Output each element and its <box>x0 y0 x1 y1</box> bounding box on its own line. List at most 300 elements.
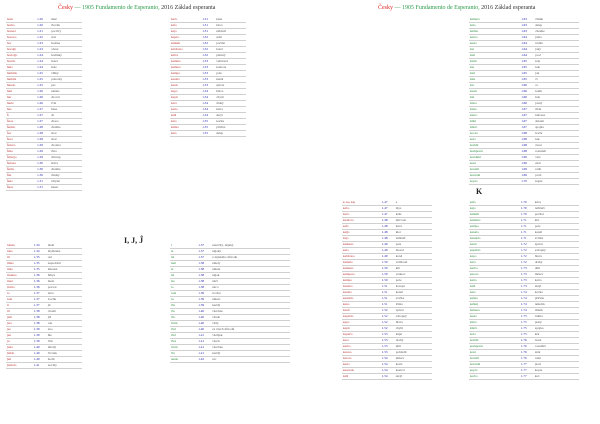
entry-translation: něco <box>211 285 290 291</box>
entry-ref[interactable]: 1.64 <box>520 41 534 47</box>
entry-translation: obzor <box>50 47 82 53</box>
entry-translation: poctivý <box>50 29 82 35</box>
entry-ref[interactable]: 1.75 <box>520 314 534 320</box>
entry-ref[interactable]: 1.53 <box>381 332 395 338</box>
entry-translation: neurčitý, nějaký <box>211 243 290 249</box>
entry-translation: kanál <box>395 290 432 296</box>
entry-translation: spojka <box>534 326 579 332</box>
entry-ref[interactable]: 1.38 <box>197 273 211 279</box>
entry-ref[interactable]: 1.27 <box>36 119 50 125</box>
entry-ref[interactable]: 1.41 <box>33 363 47 369</box>
entry-ref[interactable]: 1.38 <box>197 279 211 285</box>
entry-word: kiu <box>469 95 520 101</box>
entry-ref[interactable]: 1.37 <box>197 255 211 261</box>
entry-ref[interactable]: 1.41 <box>197 351 211 357</box>
entry-ref[interactable]: 1.25 <box>36 83 50 89</box>
entry-ref[interactable]: 1.65 <box>520 65 534 71</box>
entry-translation: již <box>47 315 82 321</box>
entry-translation: uhlí <box>534 266 579 272</box>
entry-ref[interactable]: 1.48 <box>381 218 395 224</box>
word-column-a2 <box>6 243 82 369</box>
entry-ref[interactable]: 1.34 <box>201 113 215 119</box>
entry-word: kerno <box>469 35 520 41</box>
entry-ref[interactable]: 1.74 <box>520 302 534 308</box>
entry-ref[interactable]: 1.54 <box>381 368 395 374</box>
entry-ref[interactable]: 1.40 <box>33 357 47 363</box>
entry-ref[interactable]: 1.71 <box>520 230 534 236</box>
entry-ref[interactable]: 1.77 <box>520 362 534 368</box>
entry-translation: pole <box>215 71 246 77</box>
entry-ref[interactable]: 1.33 <box>201 77 215 83</box>
entry-word: hotelo <box>6 59 36 65</box>
entry-ref[interactable]: 1.73 <box>520 272 534 278</box>
entry-ref[interactable]: 1.32 <box>201 47 215 53</box>
table-row <box>469 374 579 380</box>
word-column-c1 <box>342 200 432 380</box>
header-tail: 2016 Základ esperanta <box>161 5 216 11</box>
entry-ref[interactable]: 1.37 <box>33 297 47 303</box>
entry-word: inko <box>6 267 33 273</box>
entry-translation: skrýt <box>395 374 432 380</box>
entry-translation: svíčka <box>395 296 432 302</box>
entry-word: ĉie <box>170 315 197 321</box>
entry-translation: karta <box>395 362 432 368</box>
header-czech: Česky <box>378 5 393 11</box>
entry-ref[interactable]: 1.53 <box>381 350 395 356</box>
entry-translation: hlava <box>395 320 432 326</box>
entry-ref[interactable]: 1.31 <box>201 17 215 23</box>
entry-translation: hle <box>47 333 82 339</box>
entry-ref[interactable]: 1.49 <box>381 254 395 260</box>
entry-ref[interactable]: 1.39 <box>197 297 211 303</box>
entry-ref[interactable]: 1.23 <box>36 47 50 53</box>
entry-ref[interactable]: 1.29 <box>36 149 50 155</box>
entry-ref[interactable]: 1.51 <box>381 284 395 290</box>
entry-translation: radit <box>534 356 579 362</box>
entry-translation: schopný <box>534 248 579 254</box>
entry-ref[interactable]: 1.29 <box>36 143 50 149</box>
entry-ref[interactable]: 1.41 <box>197 345 211 351</box>
entry-word: korbo <box>469 374 520 380</box>
entry-translation: znát <box>534 350 579 356</box>
entry-ref[interactable]: 1.47 <box>381 206 395 212</box>
entry-ref[interactable]: 1.40 <box>33 345 47 351</box>
entry-ref[interactable]: 1.66 <box>520 101 534 107</box>
entry-ref[interactable]: 1.67 <box>520 113 534 119</box>
entry-ref[interactable]: 1.40 <box>197 321 211 327</box>
entry-ref[interactable]: 1.39 <box>197 303 211 309</box>
entry-ref[interactable]: 1.63 <box>520 23 534 29</box>
entry-ref[interactable]: 1.74 <box>520 308 534 314</box>
entry-ref[interactable]: 1.40 <box>33 351 47 357</box>
entry-word: kelnero <box>469 308 520 314</box>
entry-word: kesto <box>469 41 520 47</box>
entry-ref[interactable]: 1.37 <box>33 291 47 297</box>
entry-word: iam <box>170 261 197 267</box>
entry-ref[interactable]: 1.68 <box>520 149 534 155</box>
entry-ref[interactable]: 1.52 <box>381 308 395 314</box>
entry-ref[interactable]: 1.52 <box>381 320 395 326</box>
entry-ref[interactable]: 1.22 <box>36 35 50 41</box>
entry-ref[interactable]: 1.52 <box>381 314 395 320</box>
entry-translation: venkov <box>395 272 432 278</box>
entry-translation: kotel <box>215 47 246 53</box>
entry-word: ir <box>6 303 33 309</box>
entry-word: kio <box>469 83 520 89</box>
entry-translation: konopí <box>395 284 432 290</box>
entry-word: klara <box>469 101 520 107</box>
entry-ref[interactable]: 1.74 <box>520 290 534 296</box>
entry-word: hurle <box>6 101 36 107</box>
entry-translation: kopie <box>534 368 579 374</box>
entry-word: io <box>6 291 33 297</box>
entry-ref[interactable]: 1.32 <box>201 53 215 59</box>
entry-word: konsili <box>469 356 520 362</box>
entry-ref[interactable]: 1.33 <box>201 59 215 65</box>
entry-ref[interactable]: 1.50 <box>381 278 395 284</box>
entry-ref[interactable]: 1.66 <box>520 83 534 89</box>
entry-ref[interactable]: 1.71 <box>520 218 534 224</box>
entry-ref[interactable]: 1.47 <box>381 212 395 218</box>
entry-ref[interactable]: 1.50 <box>381 260 395 266</box>
entry-translation: někdy <box>211 261 290 267</box>
entry-ref[interactable]: 1.41 <box>197 333 211 339</box>
entry-ref[interactable]: 1.49 <box>381 248 395 254</box>
entry-word: kaŝi <box>342 374 381 380</box>
entry-ref[interactable]: 1.71 <box>520 224 534 230</box>
entry-ref[interactable]: 1.37 <box>197 249 211 255</box>
entry-translation: schopný <box>395 314 432 320</box>
entry-word: kajo <box>469 206 520 212</box>
entry-translation: radit <box>534 167 579 173</box>
entry-translation: sešit <box>215 35 246 41</box>
entry-word: kaĉo <box>342 212 381 218</box>
entry-ref[interactable]: 1.69 <box>520 173 534 179</box>
entry-ref[interactable]: 1.75 <box>520 332 534 338</box>
entry-ref[interactable]: 1.32 <box>201 35 215 41</box>
entry-ref[interactable]: 1.24 <box>36 53 50 59</box>
entry-ref[interactable]: 1.35 <box>33 255 47 261</box>
entry-ref[interactable]: 1.77 <box>520 374 534 380</box>
entry-ref[interactable]: 1.39 <box>33 339 47 345</box>
entry-ref[interactable]: 1.47 <box>381 200 395 206</box>
entry-ref[interactable]: 1.38 <box>197 261 211 267</box>
entry-word: kia <box>469 47 520 53</box>
entry-ref[interactable]: 1.34 <box>201 101 215 107</box>
entry-translation: kočár <box>534 131 579 137</box>
entry-translation: zpívat <box>395 308 432 314</box>
entry-ref[interactable]: 1.38 <box>33 309 47 315</box>
entry-ref[interactable]: 1.73 <box>520 266 534 272</box>
entry-ref[interactable]: 1.20 <box>36 17 50 23</box>
entry-ref[interactable]: 1.36 <box>33 279 47 285</box>
entry-word: nenio <box>170 357 197 363</box>
entry-word: kesto <box>469 314 520 320</box>
entry-ref[interactable]: 1.51 <box>381 290 395 296</box>
entry-translation: jádro <box>534 35 579 41</box>
entry-ref[interactable]: 1.26 <box>36 95 50 101</box>
entry-translation: někde <box>211 267 290 273</box>
entry-ref[interactable]: 1.51 <box>381 296 395 302</box>
entry-word: homo <box>6 23 36 29</box>
entry-ref[interactable]: 1.50 <box>381 266 395 272</box>
entry-ref[interactable]: 1.50 <box>381 272 395 278</box>
entry-ref[interactable]: 1.42 <box>197 357 211 363</box>
entry-translation: velbloud <box>395 260 432 266</box>
entry-ref[interactable]: 1.70 <box>520 179 534 185</box>
entry-ref[interactable]: 1.26 <box>36 101 50 107</box>
entry-translation: skrýt <box>215 113 246 119</box>
entry-word: kiel <box>469 71 520 77</box>
entry-ref[interactable]: 1.52 <box>381 326 395 332</box>
entry-ref[interactable]: 1.31 <box>201 23 215 29</box>
entry-word: kaŝi <box>469 284 520 290</box>
entry-ref[interactable]: 1.51 <box>381 302 395 308</box>
entry-ref[interactable]: 1.75 <box>520 320 534 326</box>
entry-word: konduki <box>469 155 520 161</box>
entry-word: kial <box>469 53 520 59</box>
entry-translation: proti <box>534 173 579 179</box>
entry-ref[interactable]: 1.24 <box>36 59 50 65</box>
entry-ref[interactable]: 1.30 <box>36 173 50 179</box>
entry-word: karbo <box>342 344 381 350</box>
entry-word: ĥemio <box>6 125 36 131</box>
entry-ref[interactable]: 1.54 <box>381 362 395 368</box>
entry-ref[interactable]: 1.48 <box>381 236 395 242</box>
entry-ref[interactable]: 1.66 <box>520 89 534 95</box>
entry-ref[interactable]: 1.38 <box>197 285 211 291</box>
entry-translation: mys <box>395 206 432 212</box>
entry-translation: koš <box>534 374 579 380</box>
entry-translation: chovat <box>50 95 82 101</box>
entry-translation: jasný <box>534 320 579 326</box>
entry-word: hulo <box>6 65 36 71</box>
entry-translation: chodit <box>47 309 82 315</box>
entry-ref[interactable]: 1.29 <box>36 155 50 161</box>
entry-ref[interactable]: 1.64 <box>520 35 534 41</box>
entry-word: kato <box>469 290 520 296</box>
entry-translation: cholera <box>50 143 82 149</box>
entry-ref[interactable]: 1.74 <box>520 296 534 302</box>
entry-ref[interactable]: 1.33 <box>201 65 215 71</box>
entry-translation: sklonit <box>534 119 579 125</box>
entry-word: ĉia <box>170 351 197 357</box>
entry-ref[interactable]: 1.23 <box>36 41 50 47</box>
entry-word: kampo <box>170 71 201 77</box>
entry-word: ili <box>6 255 33 261</box>
entry-ref[interactable]: 1.65 <box>520 71 534 77</box>
table-row <box>342 374 432 380</box>
entry-ref[interactable]: 1.69 <box>520 155 534 161</box>
entry-word: kolo <box>469 137 520 143</box>
entry-ref[interactable]: 1.76 <box>520 350 534 356</box>
entry-ref[interactable]: 1.24 <box>36 65 50 71</box>
entry-ref[interactable]: 1.39 <box>33 327 47 333</box>
entry-translation: muž <box>50 17 82 23</box>
entry-ref[interactable]: 1.21 <box>36 29 50 35</box>
entry-ref[interactable]: 1.49 <box>381 242 395 248</box>
entry-ref[interactable]: 1.72 <box>520 254 534 260</box>
entry-ref[interactable]: 1.34 <box>33 249 47 255</box>
entry-ref[interactable]: 1.40 <box>197 315 211 321</box>
entry-ref[interactable]: 1.27 <box>36 107 50 113</box>
entry-ref[interactable]: 1.64 <box>520 47 534 53</box>
entry-ref[interactable]: 1.33 <box>201 83 215 89</box>
entry-ref[interactable]: 1.48 <box>381 224 395 230</box>
entry-translation: člověk <box>50 23 82 29</box>
entry-ref[interactable]: 1.34 <box>201 89 215 95</box>
entry-translation: třída <box>534 107 579 113</box>
entry-word: kanti <box>342 308 381 314</box>
entry-translation: kotel <box>395 254 432 260</box>
entry-translation: trochu <box>47 297 82 303</box>
entry-ref[interactable]: 1.63 <box>520 17 534 23</box>
entry-translation: česat <box>534 143 579 149</box>
entry-translation: počítat <box>215 41 246 47</box>
entry-word: hom <box>6 17 36 23</box>
entry-ref[interactable]: 1.72 <box>520 248 534 254</box>
entry-ref[interactable]: 1.39 <box>33 333 47 339</box>
entry-ref[interactable]: 1.20 <box>36 23 50 29</box>
entry-ref[interactable]: 1.25 <box>36 71 50 77</box>
entry-ref[interactable]: 1.38 <box>197 267 211 273</box>
entry-ref[interactable]: 1.40 <box>197 327 211 333</box>
entry-ref[interactable]: 1.70 <box>520 200 534 206</box>
section-letter-ijj: I, J, Ĵ <box>124 236 144 245</box>
entry-ref[interactable]: 1.72 <box>520 260 534 266</box>
entry-word: kapuĉo <box>342 332 381 338</box>
entry-translation: kanál <box>534 230 579 236</box>
entry-word: kluĉo <box>469 326 520 332</box>
entry-word: kapti <box>170 95 201 101</box>
entry-ref[interactable]: 1.54 <box>381 356 395 362</box>
entry-ref[interactable]: 1.25 <box>36 77 50 83</box>
entry-ref[interactable]: 1.71 <box>520 236 534 242</box>
entry-ref[interactable]: 1.30 <box>36 161 50 167</box>
entry-ref[interactable]: 1.76 <box>520 356 534 362</box>
entry-ref[interactable]: 1.63 <box>520 29 534 35</box>
entry-translation: skrýt <box>534 284 579 290</box>
entry-ref[interactable]: 1.33 <box>201 71 215 77</box>
entry-word: kanalo <box>170 77 201 83</box>
entry-ref[interactable]: 1.28 <box>36 125 50 131</box>
entry-ref[interactable]: 1.34 <box>201 95 215 101</box>
entry-ref[interactable]: 1.30 <box>36 167 50 173</box>
entry-ref[interactable]: 1.76 <box>520 344 534 350</box>
entry-translation: napodobit <box>47 261 82 267</box>
entry-ref[interactable]: 1.69 <box>520 161 534 167</box>
entry-word: kalo <box>342 248 381 254</box>
entry-ref[interactable]: 1.54 <box>381 374 395 380</box>
entry-ref[interactable]: 1.65 <box>520 77 534 83</box>
entry-ref[interactable]: 1.68 <box>520 143 534 149</box>
entry-ref[interactable]: 1.76 <box>520 338 534 344</box>
entry-ref[interactable]: 1.39 <box>197 291 211 297</box>
entry-ref[interactable]: 1.35 <box>33 261 47 267</box>
entry-word: klara <box>469 320 520 326</box>
entry-word: imito <box>6 261 33 267</box>
entry-word: kabo <box>342 206 381 212</box>
entry-ref[interactable]: 1.28 <box>36 137 50 143</box>
entry-ref[interactable]: 1.37 <box>197 243 211 249</box>
entry-ref[interactable]: 1.31 <box>201 29 215 35</box>
entry-translation: karta <box>534 278 579 284</box>
entry-translation: zpívat <box>534 242 579 248</box>
entry-word: kompreni <box>469 344 520 350</box>
entry-ref[interactable]: 1.70 <box>520 212 534 218</box>
entry-word: ĉio <box>170 309 197 315</box>
entry-ref[interactable]: 1.35 <box>201 131 215 137</box>
entry-ref[interactable]: 1.27 <box>36 113 50 119</box>
entry-ref[interactable]: 1.64 <box>520 53 534 59</box>
entry-word: kalkuli <box>469 212 520 218</box>
entry-translation: chemie <box>50 125 82 131</box>
entry-ref[interactable]: 1.40 <box>197 309 211 315</box>
entry-ref[interactable]: 1.73 <box>520 284 534 290</box>
entry-ref[interactable]: 1.65 <box>520 59 534 65</box>
entry-translation: a <box>395 200 432 206</box>
entry-word: karoto <box>342 356 381 362</box>
entry-translation: každý <box>211 351 290 357</box>
entry-ref[interactable]: 1.70 <box>520 206 534 212</box>
entry-translation: nábřeží <box>215 29 246 35</box>
entry-ref[interactable]: 1.34 <box>201 107 215 113</box>
entry-ref[interactable]: 1.38 <box>33 315 47 321</box>
entry-word: kalkuli <box>170 41 201 47</box>
entry-ref[interactable]: 1.68 <box>520 137 534 143</box>
entry-ref[interactable]: 1.77 <box>520 368 534 374</box>
entry-ref[interactable]: 1.37 <box>33 303 47 309</box>
entry-ref[interactable]: 1.69 <box>520 167 534 173</box>
entry-ref[interactable]: 1.28 <box>36 131 50 137</box>
entry-ref[interactable]: 1.34 <box>33 243 47 249</box>
entry-ref[interactable]: 1.41 <box>197 339 211 345</box>
entry-translation: číšník <box>534 308 579 314</box>
entry-translation: pata <box>395 242 432 248</box>
entry-ref[interactable]: 1.35 <box>201 119 215 125</box>
entry-ref[interactable]: 1.66 <box>520 95 534 101</box>
entry-ref[interactable]: 1.36 <box>33 273 47 279</box>
entry-ref[interactable]: 1.67 <box>520 119 534 125</box>
entry-ref[interactable]: 1.68 <box>520 131 534 137</box>
entry-ref[interactable]: 1.31 <box>36 179 50 185</box>
entry-word: karbo <box>469 266 520 272</box>
entry-ref[interactable]: 1.53 <box>381 338 395 344</box>
entry-ref[interactable]: 1.72 <box>520 242 534 248</box>
entry-word: kaldrono <box>342 254 381 260</box>
entry-translation: co <box>534 83 579 89</box>
entry-ref[interactable]: 1.35 <box>33 267 47 273</box>
entry-ref[interactable]: 1.67 <box>520 125 534 131</box>
entry-ref[interactable]: 1.31 <box>36 185 50 191</box>
entry-ref[interactable]: 1.35 <box>201 125 215 131</box>
entry-ref[interactable]: 1.53 <box>381 344 395 350</box>
entry-word: ĥirurgo <box>6 155 36 161</box>
entry-ref[interactable]: 1.67 <box>520 107 534 113</box>
entry-word: kafo <box>469 200 520 206</box>
entry-ref[interactable]: 1.73 <box>520 278 534 284</box>
entry-ref[interactable]: 1.48 <box>381 230 395 236</box>
entry-word: klini <box>469 119 520 125</box>
entry-translation: tchýně <box>50 179 82 185</box>
entry-ref[interactable]: 1.38 <box>33 321 47 327</box>
entry-word: karoto <box>469 272 520 278</box>
entry-word: kaŝi <box>170 113 201 119</box>
entry-ref[interactable]: 1.32 <box>201 41 215 47</box>
entry-ref[interactable]: 1.36 <box>33 285 47 291</box>
entry-ref[interactable]: 1.75 <box>520 326 534 332</box>
entry-ref[interactable]: 1.26 <box>36 89 50 95</box>
